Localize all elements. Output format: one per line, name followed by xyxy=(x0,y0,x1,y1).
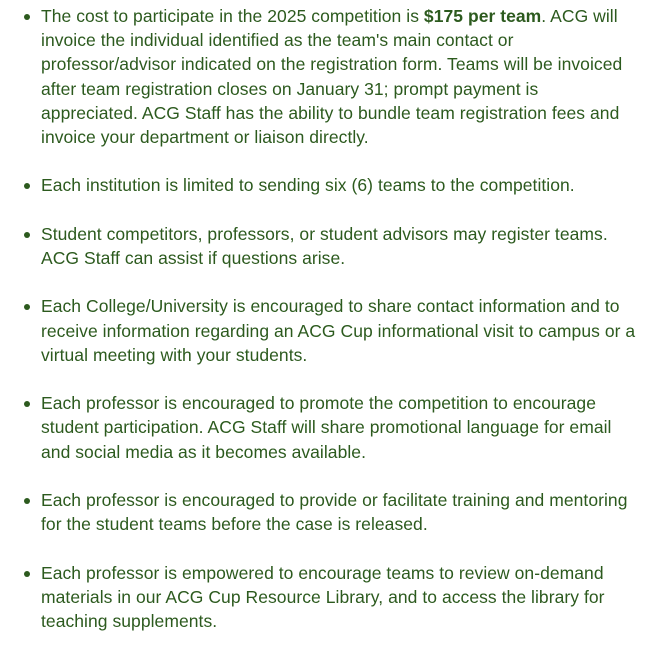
resource-library-text: Each professor is empowered to encourage teams to review on-demand materials in our ACG Cup Resource Library, and to access the library for teaching supplements. xyxy=(41,562,605,631)
list-item-training xyxy=(14,488,640,536)
registration-text: Student competitors, professors, or student advisors may register teams. ACG Staff can assist if questions arise. xyxy=(41,223,608,268)
bullet-icon xyxy=(24,498,30,504)
list-item-team-limit xyxy=(14,173,640,197)
participation-rules-list xyxy=(14,4,640,633)
bullet-icon xyxy=(24,232,30,238)
promotion-text: Each professor is encouraged to promote the competition to encourage student participation. ACG Staff will share promotional language for email and social media as it becomes available. xyxy=(41,393,612,462)
bullet-icon xyxy=(24,401,30,407)
bullet-icon xyxy=(24,14,30,20)
cost-text-end: . ACG will invoice the individual identified as the team's main contact or professor/advisor indicated on the registration form. Teams will be invoiced after team registration closes on January 31; prompt payment is appreciated. ACG Staff has the ability to bundle team registration fees and invoice your department or liaison directly. xyxy=(41,6,623,148)
cost-amount: $175 per team xyxy=(423,6,542,26)
cost-text-start: The cost to participate in the 2025 competition is xyxy=(41,6,424,26)
list-item-contact-info xyxy=(14,294,640,367)
list-item-resource-library xyxy=(14,561,640,634)
contact-info-text: Each College/University is encouraged to share contact information and to receive information regarding an ACG Cup informational visit to campus or a virtual meeting with your students. xyxy=(41,296,636,365)
list-item-promotion xyxy=(14,391,640,464)
bullet-icon xyxy=(24,304,30,310)
training-text: Each professor is encouraged to provide or facilitate training and mentoring for the student teams before the case is released. xyxy=(41,489,628,535)
list-item-cost xyxy=(14,4,640,149)
team-limit-text: Each institution is limited to sending six (6) teams to the competition. xyxy=(41,175,575,196)
bullet-icon xyxy=(24,183,30,189)
bullet-icon xyxy=(24,571,30,577)
list-item-registration xyxy=(14,222,640,270)
